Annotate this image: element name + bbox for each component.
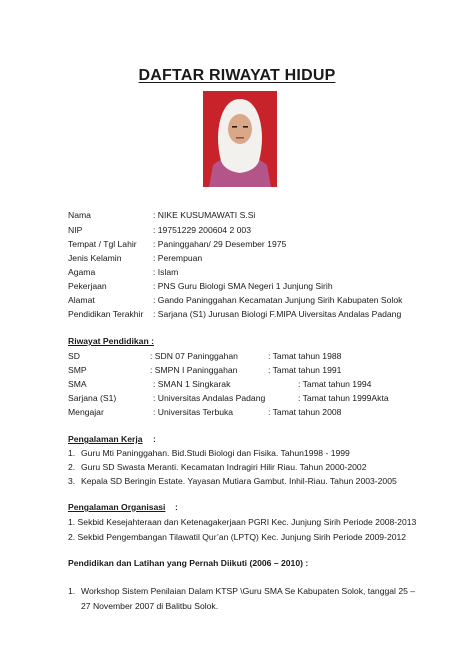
edu-level: Sarjana (S1): [68, 393, 117, 403]
heading-colon: :: [175, 502, 178, 512]
heading-riwayat-pendidikan: Riwayat Pendidikan :: [68, 336, 154, 346]
edu-school: : SMAN 1 Singkarak: [153, 379, 231, 389]
portrait-graphic: [203, 91, 277, 187]
value-nip: : 19751229 200604 2 003: [153, 225, 251, 235]
page-title-text: DAFTAR RIWAYAT HIDUP: [138, 67, 336, 84]
value-ttl: : Paninggahan/ 29 Desember 1975: [153, 239, 287, 249]
value-jenis-kelamin: : Perempuan: [153, 253, 203, 263]
value-nama: : NIKE KUSUMAWATI S.Si: [153, 210, 256, 220]
list-item: Guru SD Swasta Meranti. Kecamatan Indragiri Hilir Riau. Tahun 2000-2002: [81, 462, 367, 472]
label-nip: NIP: [68, 225, 83, 235]
edu-year: : Tamat tahun 1994: [298, 379, 372, 389]
edu-year: : Tamat tahun 2008: [268, 407, 342, 417]
label-pekerjaan: Pekerjaan: [68, 281, 107, 291]
heading-pendidikan-latihan: Pendidikan dan Latihan yang Pernah Diikuti (2006 – 2010) :: [68, 558, 309, 568]
list-item: Guru Mti Paninggahan. Bid.Studi Biologi dan Fisika. Tahun1998 - 1999: [81, 448, 350, 458]
right-eye: [243, 126, 248, 128]
profile-photo: [203, 91, 277, 187]
heading-colon: :: [153, 434, 156, 444]
edu-level: SMP: [68, 365, 87, 375]
label-agama: Agama: [68, 267, 96, 277]
edu-year: : Tamat tahun 1988: [268, 351, 342, 361]
value-pekerjaan: : PNS Guru Biologi SMA Negeri 1 Junjung Sirih: [153, 281, 333, 291]
mouth: [236, 137, 244, 139]
page-title: [0, 68, 474, 84]
list-number: 2.: [68, 462, 76, 472]
list-number: 1.: [68, 586, 76, 596]
edu-year: : Tamat tahun 1999Akta: [298, 393, 389, 403]
left-eye: [232, 126, 237, 128]
label-alamat: Alamat: [68, 295, 95, 305]
edu-level: Mengajar: [68, 407, 104, 417]
edu-year: : Tamat tahun 1991: [268, 365, 342, 375]
edu-school: : Universitas Terbuka: [153, 407, 234, 417]
list-number: 1.: [68, 448, 76, 458]
edu-school: : SMPN I Paninggahan: [150, 365, 238, 375]
edu-level: SMA: [68, 379, 87, 389]
face: [228, 114, 252, 144]
heading-pengalaman-kerja: Pengalaman Kerja: [68, 434, 143, 444]
label-ttl: Tempat / Tgl Lahir: [68, 239, 137, 249]
value-alamat: : Gando Paninggahan Kecamatan Junjung Sirih Kabupaten Solok: [153, 295, 403, 305]
list-item: Workshop Sistem Penilaian Dalam KTSP \Guru SMA Se Kabupaten Solok, tanggal 25 –: [81, 586, 416, 596]
label-nama: Nama: [68, 210, 91, 220]
list-item: 1. Sekbid Kesejahteraan dan Ketenagakerjaan PGRI Kec. Junjung Sirih Periode 2008-2013: [68, 517, 417, 527]
edu-school: : SDN 07 Paninggahan: [150, 351, 238, 361]
list-item-continued: 27 November 2007 di Balitbu Solok.: [81, 601, 219, 611]
value-agama: : Islam: [153, 267, 179, 277]
value-pendidikan-terakhir: : Sarjana (S1) Jurusan Biologi F.MIPA Uiversitas Andalas Padang: [153, 309, 402, 319]
edu-school: : Universitas Andalas Padang: [153, 393, 266, 403]
heading-pengalaman-organisasi: Pengalaman Organisasi: [68, 502, 166, 512]
list-number: 3.: [68, 476, 76, 486]
label-jenis-kelamin: Jenis Kelamin: [68, 253, 122, 263]
list-item: 2. Sekbid Pengembangan Tilawatil Qur’an (LPTQ) Kec. Junjung Sirih Periode 2009-2012: [68, 532, 407, 542]
edu-level: SD: [68, 351, 80, 361]
list-item: Kepala SD Beringin Estate. Yayasan Mutiara Gambut. Inhil-Riau. Tahun 2003-2005: [81, 476, 397, 486]
label-pendidikan-terakhir: Pendidikan Terakhir: [68, 309, 144, 319]
